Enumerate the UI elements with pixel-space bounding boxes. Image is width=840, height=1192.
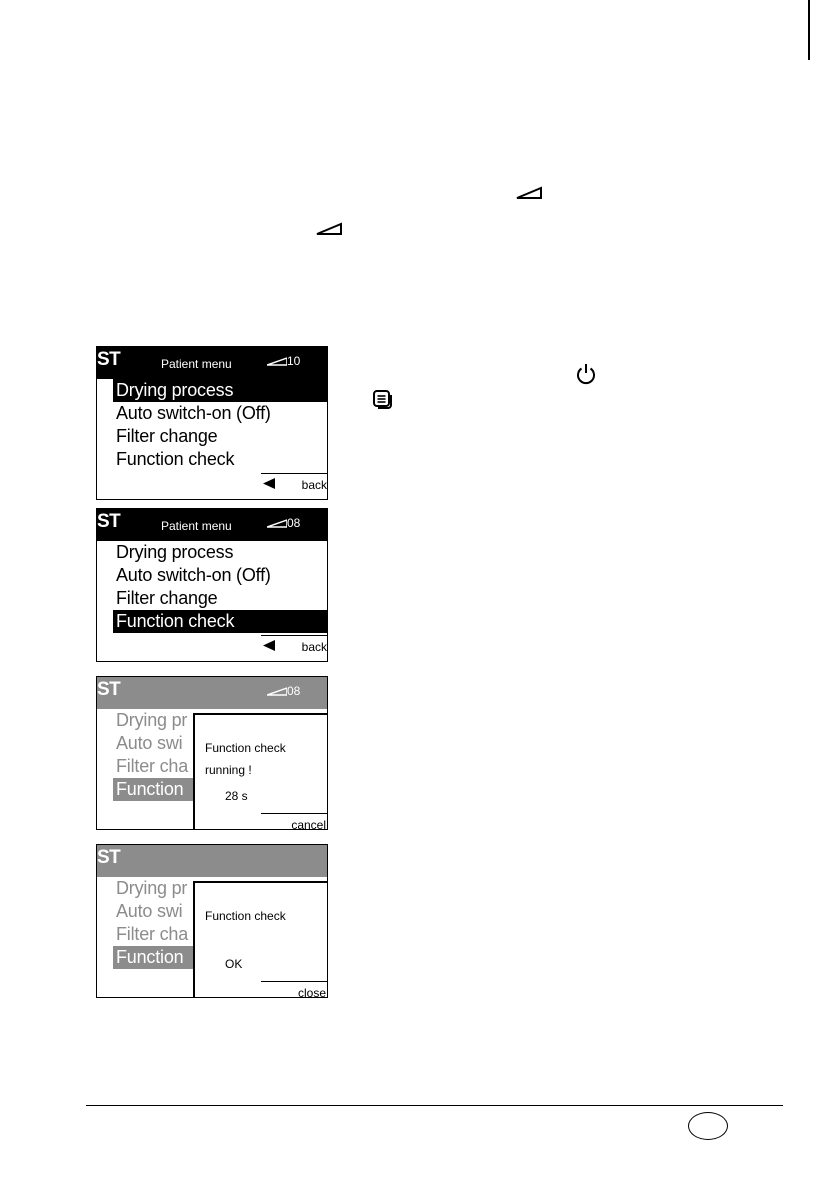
back-softkey[interactable]: [261, 473, 327, 493]
back-label: back: [301, 478, 327, 492]
power-icon: [574, 362, 598, 391]
level-indicator: [267, 516, 300, 530]
menu-item-drying-process[interactable]: Drying process: [113, 379, 328, 402]
menu-item-function-check[interactable]: Function check: [113, 610, 328, 633]
menu-item-filter-change[interactable]: Filter change: [116, 588, 218, 608]
footer-rule: [86, 1105, 783, 1106]
menu-item-function-check: Function: [113, 946, 328, 969]
volume-ramp-icon: [267, 519, 287, 528]
level-value: 10: [287, 354, 301, 368]
brand-label: ST: [97, 847, 121, 868]
menu-title: Patient menu: [161, 519, 232, 533]
level-indicator: [267, 684, 300, 698]
popup-title: Function check: [205, 909, 286, 923]
display-screen-patient-menu: [96, 508, 328, 662]
volume-ramp-icon: [267, 687, 287, 696]
screen-header: [97, 677, 327, 709]
level-value: 08: [287, 684, 301, 698]
menu-item-filter-change: Filter cha: [116, 756, 189, 776]
menu-list: [113, 379, 328, 471]
function-check-popup: [193, 881, 328, 998]
display-screen-function-check-running: [96, 676, 328, 830]
cancel-button[interactable]: cancel: [261, 813, 328, 830]
display-screen-patient-menu: [96, 346, 328, 500]
popup-title: Function check: [205, 741, 286, 755]
menu-button-icon: [372, 389, 394, 416]
menu-item-auto-switch-on: Auto swi: [116, 901, 183, 921]
language-oval-badge: [688, 1112, 728, 1140]
menu-title: Patient menu: [161, 357, 232, 371]
menu-item-filter-change: Filter cha: [116, 924, 189, 944]
popup-result: OK: [225, 957, 243, 971]
volume-ramp-icon: [516, 186, 542, 200]
screen-header: [97, 509, 327, 541]
volume-ramp-icon: [267, 357, 287, 366]
display-screen-function-check-ok: [96, 844, 328, 998]
volume-ramp-icon: [316, 222, 342, 236]
menu-item-drying-process: Drying pr: [116, 878, 188, 898]
menu-item-drying-process: Drying pr: [116, 710, 188, 730]
brand-label: ST: [97, 679, 121, 700]
menu-item-auto-switch-on[interactable]: Auto switch-on (Off): [116, 565, 271, 585]
screen-header: [97, 347, 327, 379]
menu-item-auto-switch-on[interactable]: Auto switch-on (Off): [116, 403, 271, 423]
brand-label: ST: [97, 511, 121, 532]
cut-mark: [808, 0, 810, 60]
level-indicator: [267, 354, 300, 368]
screen-header: [97, 845, 327, 877]
back-label: back: [301, 640, 327, 654]
menu-item-function-check[interactable]: Function check: [116, 449, 235, 469]
back-softkey[interactable]: [261, 635, 327, 655]
menu-list: [113, 541, 328, 633]
level-value: 08: [287, 516, 301, 530]
function-check-popup: [193, 713, 328, 830]
popup-status: running !: [205, 763, 252, 777]
menu-item-auto-switch-on: Auto swi: [116, 733, 183, 753]
menu-item-filter-change[interactable]: Filter change: [116, 426, 218, 446]
brand-label: ST: [97, 349, 121, 370]
close-button[interactable]: close: [261, 981, 328, 998]
left-arrow-icon: [263, 478, 275, 489]
left-arrow-icon: [263, 640, 275, 651]
menu-item-drying-process[interactable]: Drying process: [116, 542, 234, 562]
menu-item-function-check: Function: [113, 778, 328, 801]
popup-countdown: 28 s: [225, 789, 248, 803]
